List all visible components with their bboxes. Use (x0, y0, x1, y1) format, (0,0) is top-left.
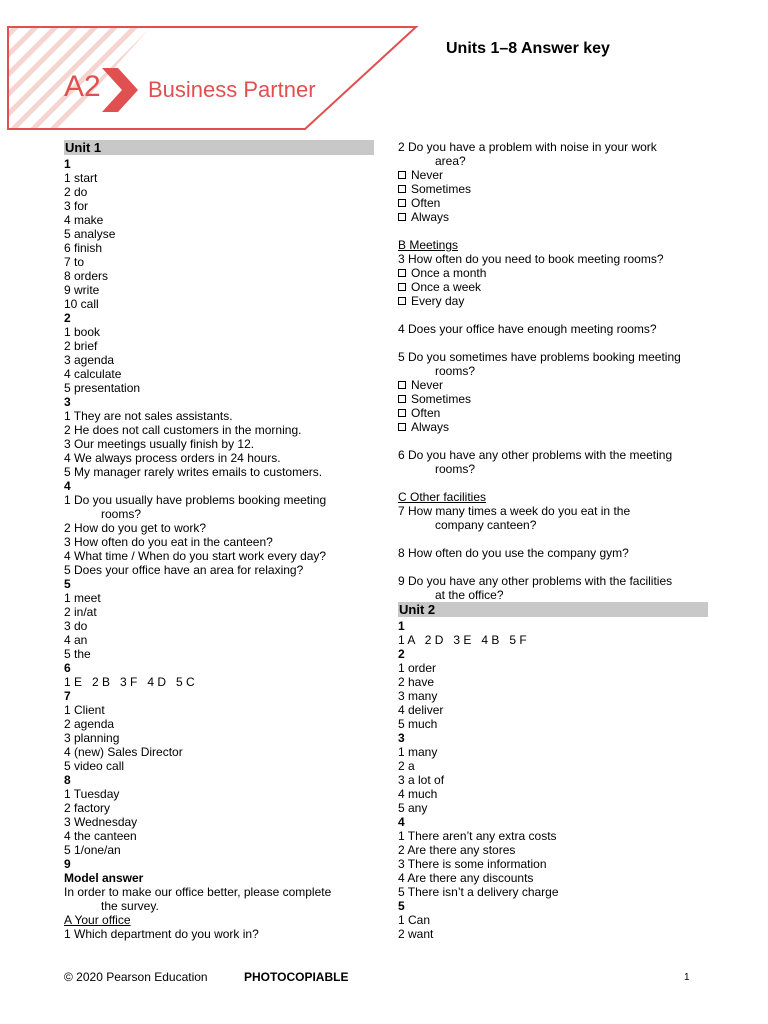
checkbox-option (398, 196, 708, 210)
answer-line: 2 have (398, 675, 435, 689)
answer-line: the survey. (101, 899, 159, 913)
checkbox-option (398, 266, 708, 280)
answer-line: 2 brief (64, 339, 98, 353)
answer-line: 4 Does your office have enough meeting rooms? (398, 322, 657, 336)
answer-line: 1 start (64, 171, 98, 185)
answer-line: 1 Do you usually have problems booking meeting (64, 493, 327, 507)
answer-line: 4 (new) Sales Director (64, 745, 183, 759)
option-label: Never (411, 168, 444, 182)
answer-line: 3 There is some information (398, 857, 547, 871)
answer-line: rooms? (435, 462, 476, 476)
answer-line: 1 Tuesday (64, 787, 120, 801)
exercise-number: 4 (398, 815, 405, 829)
logo-text: Business Partner (148, 77, 316, 102)
checkbox-option (398, 378, 708, 392)
answer-line: 5 any (398, 801, 428, 815)
document-title: Units 1–8 Answer key (446, 40, 610, 57)
answer-line: 2 Are there any stores (398, 843, 516, 857)
photocopiable-label: PHOTOCOPIABLE (244, 970, 349, 984)
option-label: Always (411, 210, 450, 224)
spacer (398, 434, 708, 448)
answer-line: area? (435, 154, 466, 168)
answer-line: 2 Do you have a problem with noise in your work (398, 140, 657, 154)
checkbox-option (398, 168, 708, 182)
checkbox-icon (398, 171, 406, 179)
answer-line: 5 Do you sometimes have problems booking meeting (398, 350, 681, 364)
answer-line: at the office? (435, 588, 504, 602)
option-label: Sometimes (411, 392, 472, 406)
checkbox-option (398, 420, 708, 434)
exercise-number: 5 (64, 577, 71, 591)
exercise-number: 7 (64, 689, 71, 703)
checkbox-option (398, 294, 708, 308)
answer-line: 2 He does not call customers in the morning. (64, 423, 302, 437)
section-heading: C Other facilities (398, 490, 487, 504)
answer-line: 2 agenda (64, 717, 115, 731)
answer-line: 1 Which department do you work in? (64, 927, 259, 941)
answer-line: 4 What time / When do you start work every day? (64, 549, 327, 563)
answer-line: 1 Client (64, 703, 105, 717)
page-header (0, 0, 768, 140)
answer-line: 3 agenda (64, 353, 115, 367)
checkbox-option (398, 406, 708, 420)
option-label: Sometimes (411, 182, 472, 196)
checkbox-icon (398, 213, 406, 221)
checkbox-icon (398, 297, 406, 305)
answer-line: 3 a lot of (398, 773, 445, 787)
spacer (398, 224, 708, 238)
answer-line: 1 A 2 D 3 E 4 B 5 F (398, 633, 527, 647)
section-heading: B Meetings (398, 238, 459, 252)
checkbox-icon (398, 409, 406, 417)
answer-line: 8 How often do you use the company gym? (398, 546, 629, 560)
exercise-number: 5 (398, 899, 405, 913)
answer-line: 2 do (64, 185, 88, 199)
option-label: Often (411, 406, 441, 420)
exercise-number: 2 (398, 647, 405, 661)
answer-line: 2 a (398, 759, 415, 773)
answer-line: 3 planning (64, 731, 120, 745)
answer-line: 9 write (64, 283, 100, 297)
answer-line: rooms? (101, 507, 142, 521)
answer-line: 5 video call (64, 759, 125, 773)
answer-line: 9 Do you have any other problems with the facilities (398, 574, 673, 588)
answer-line: 1 There aren’t any extra costs (398, 829, 557, 843)
answer-line: 3 many (398, 689, 438, 703)
spacer (398, 476, 708, 490)
option-label: Once a month (411, 266, 487, 280)
answer-line: 1 They are not sales assistants. (64, 409, 233, 423)
checkbox-icon (398, 283, 406, 291)
answer-line: 2 want (398, 927, 434, 941)
answer-line: 2 How do you get to work? (64, 521, 207, 535)
answer-line: 4 make (64, 213, 104, 227)
right-column (398, 140, 708, 941)
answer-line: 5 the (64, 647, 91, 661)
answer-line: 1 meet (64, 591, 101, 605)
answer-line: 1 book (64, 325, 101, 339)
left-column (64, 140, 374, 941)
answer-line: 10 call (64, 297, 99, 311)
option-label: Never (411, 378, 444, 392)
logo-level: A2 (64, 70, 101, 103)
answer-line: 1 many (398, 745, 438, 759)
exercise-number: Model answer (64, 871, 144, 885)
checkbox-option (398, 392, 708, 406)
answer-line: 4 Are there any discounts (398, 871, 534, 885)
answer-line: 5 analyse (64, 227, 116, 241)
option-label: Once a week (411, 280, 482, 294)
exercise-number: 3 (398, 731, 405, 745)
exercise-number: 1 (398, 619, 405, 633)
exercise-number: 4 (64, 479, 71, 493)
answer-line: 1 Can (398, 913, 431, 927)
spacer (398, 532, 708, 546)
answer-line: 4 calculate (64, 367, 122, 381)
exercise-number: 1 (64, 157, 71, 171)
answer-line: 3 Our meetings usually finish by 12. (64, 437, 255, 451)
answer-line: 6 Do you have any other problems with the meeting (398, 448, 673, 462)
checkbox-icon (398, 269, 406, 277)
answer-line: 2 factory (64, 801, 111, 815)
page-number: 1 (684, 972, 690, 983)
answer-line: 4 much (398, 787, 438, 801)
answer-line: 8 orders (64, 269, 109, 283)
checkbox-icon (398, 185, 406, 193)
answer-line: 4 an (64, 633, 88, 647)
exercise-number: 8 (64, 773, 71, 787)
answer-line: 4 the canteen (64, 829, 137, 843)
answer-line: 5 Does your office have an area for relaxing? (64, 563, 304, 577)
option-label: Often (411, 196, 441, 210)
answer-line: 3 Wednesday (64, 815, 138, 829)
exercise-number: 6 (64, 661, 71, 675)
answer-line: company canteen? (435, 518, 537, 532)
checkbox-option (398, 210, 708, 224)
answer-line: In order to make our office better, please complete (64, 885, 332, 899)
copyright: © 2020 Pearson Education (64, 970, 208, 984)
answer-line: 5 1/one/an (64, 843, 121, 857)
answer-line: 6 finish (64, 241, 103, 255)
answer-line: 5 There isn’t a delivery charge (398, 885, 559, 899)
unit-heading: Unit 1 (64, 140, 374, 155)
answer-line: 5 presentation (64, 381, 141, 395)
answer-line: 2 in/at (64, 605, 97, 619)
checkbox-icon (398, 395, 406, 403)
answer-line: 1 order (398, 661, 437, 675)
checkbox-option (398, 280, 708, 294)
checkbox-option (398, 182, 708, 196)
exercise-number: 9 (64, 857, 71, 871)
unit-heading: Unit 2 (398, 602, 708, 617)
checkbox-icon (398, 381, 406, 389)
option-label: Every day (411, 294, 465, 308)
answer-line: 3 How often do you need to book meeting rooms? (398, 252, 664, 266)
answer-line: 3 How often do you eat in the canteen? (64, 535, 273, 549)
spacer (398, 308, 708, 322)
checkbox-icon (398, 199, 406, 207)
answer-line: 1 E 2 B 3 F 4 D 5 C (64, 675, 195, 689)
exercise-number: 2 (64, 311, 71, 325)
logo-banner (0, 0, 430, 135)
answer-line: 5 My manager rarely writes emails to customers. (64, 465, 323, 479)
answer-line: 3 do (64, 619, 88, 633)
section-heading: A Your office (64, 913, 131, 927)
spacer (398, 336, 708, 350)
answer-line: 4 deliver (398, 703, 444, 717)
answer-line: 7 to (64, 255, 85, 269)
answer-line: 5 much (398, 717, 438, 731)
answer-line: rooms? (435, 364, 476, 378)
answer-line: 4 We always process orders in 24 hours. (64, 451, 281, 465)
checkbox-icon (398, 423, 406, 431)
exercise-number: 3 (64, 395, 71, 409)
option-label: Always (411, 420, 450, 434)
answer-line: 7 How many times a week do you eat in the (398, 504, 631, 518)
spacer (398, 560, 708, 574)
answer-line: 3 for (64, 199, 89, 213)
